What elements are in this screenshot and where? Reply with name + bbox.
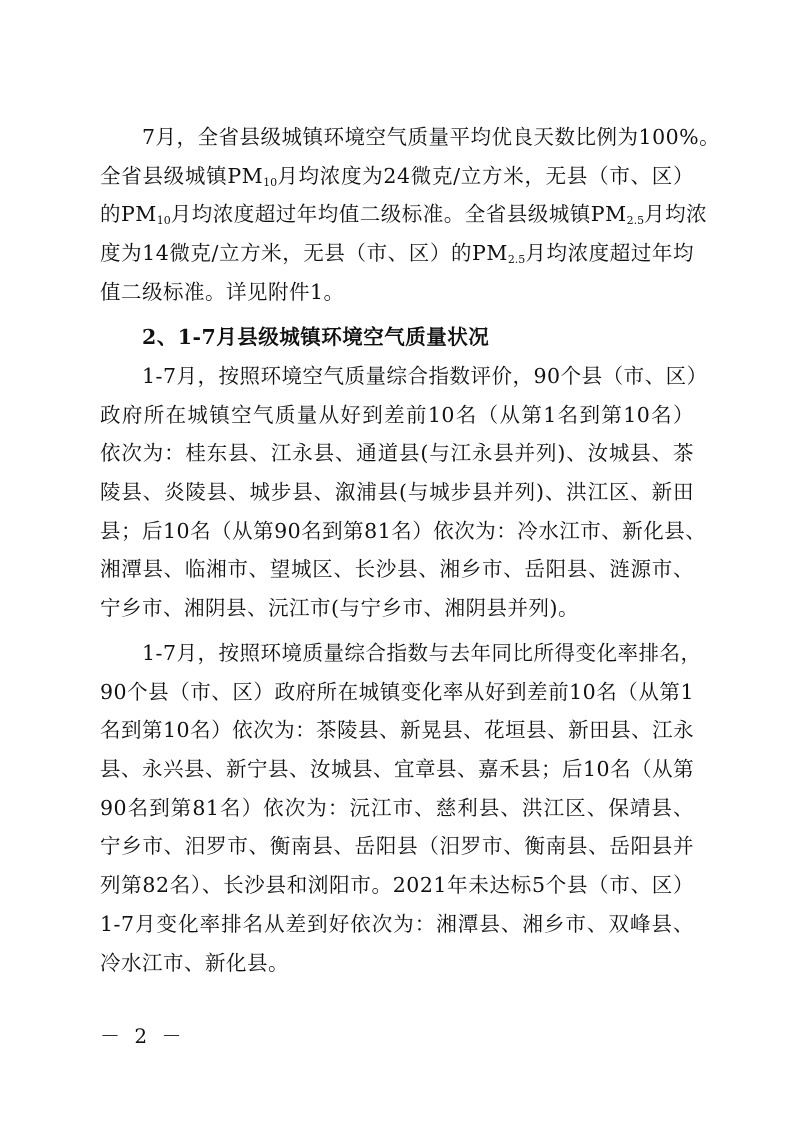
text-line: 列第82名）、长沙县和浏阳市。2021年未达标5个县（市、区） — [100, 873, 694, 898]
paragraph-ranking-composite-index — [100, 357, 708, 628]
text-line: 宁乡市、湘阴县、沅江市(与宁乡市、湘阴县并列)。 — [100, 596, 579, 621]
text-line: 陵县、炎陵县、城步县、溆浦县(与城步县并列)、洪江区、新田 — [100, 480, 694, 505]
text-run: 7月，全省县级城镇环境空气质量平均优良天数比例为100%。 — [142, 125, 721, 149]
text-run: 月均浓度超过年均值二级标准。全省县级城镇PM — [170, 202, 627, 227]
text-line: 1-7月，按照环境质量综合指数与去年同比所得变化率排名， — [142, 641, 702, 665]
paragraph-air-quality-july — [100, 118, 721, 311]
text-line — [100, 157, 694, 196]
text-line: 依次为：桂东县、江永县、通道县(与江永县并列)、汝城县、茶 — [100, 441, 694, 466]
paragraph-ranking-change-rate — [100, 634, 702, 982]
text-run: 月均浓 — [644, 202, 708, 227]
text-run: 全省县级城镇PM — [100, 163, 264, 188]
text-line: 县；后10名（从第90名到第81名）依次为：冷水江市、新化县、 — [100, 518, 707, 543]
text-line — [100, 273, 694, 312]
subscript: 10 — [263, 175, 278, 189]
subscript: 10 — [156, 214, 171, 228]
text-line: 县、永兴县、新宁县、汝城县、宜章县、嘉禾县；后10名（从第 — [100, 757, 695, 782]
text-line: 宁乡市、汨罗市、衡南县、岳阳县（汨罗市、衡南县、岳阳县并 — [100, 834, 694, 859]
text-line: 湘潭县、临湘市、望城区、长沙县、湘乡市、岳阳县、涟源市、 — [100, 557, 694, 582]
subscript: 2.5 — [507, 253, 526, 267]
section-heading: 2、1-7月县级城镇环境空气质量状况 — [142, 325, 490, 349]
text-run: 值二级标准。详见附件1。 — [100, 279, 345, 304]
text-run: 的PM — [100, 202, 157, 227]
subscript: 2.5 — [626, 214, 645, 228]
text-run: 月均浓度为24微克/立方米，无县（市、区） — [277, 163, 694, 188]
text-run: 月均浓度超过年均 — [525, 241, 694, 266]
text-line: 冷水江市、新化县。 — [100, 950, 289, 975]
text-line: 1-7月，按照环境空气质量综合指数评价，90个县（市、区） — [142, 364, 708, 388]
text-line: 90个县（市、区）政府所在城镇变化率从好到差前10名（从第1 — [100, 679, 694, 704]
text-line: 名到第10名）依次为：茶陵县、新晃县、花垣县、新田县、江永 — [100, 718, 695, 743]
text-line — [100, 195, 708, 234]
text-run: 度为14微克/立方米，无县（市、区）的PM — [100, 241, 508, 266]
section-heading-block — [100, 318, 694, 357]
text-line: 90名到第81名）依次为：沅江市、慈利县、洪江区、保靖县、 — [100, 795, 694, 820]
page-number: － 2 － — [100, 1024, 186, 1048]
text-line: 1-7月变化率排名从差到好依次为：湘潭县、湘乡市、双峰县、 — [100, 911, 694, 936]
text-line: 政府所在城镇空气质量从好到差前10名（从第1名到第10名） — [100, 402, 694, 427]
text-line — [100, 118, 721, 157]
text-line — [100, 234, 694, 273]
